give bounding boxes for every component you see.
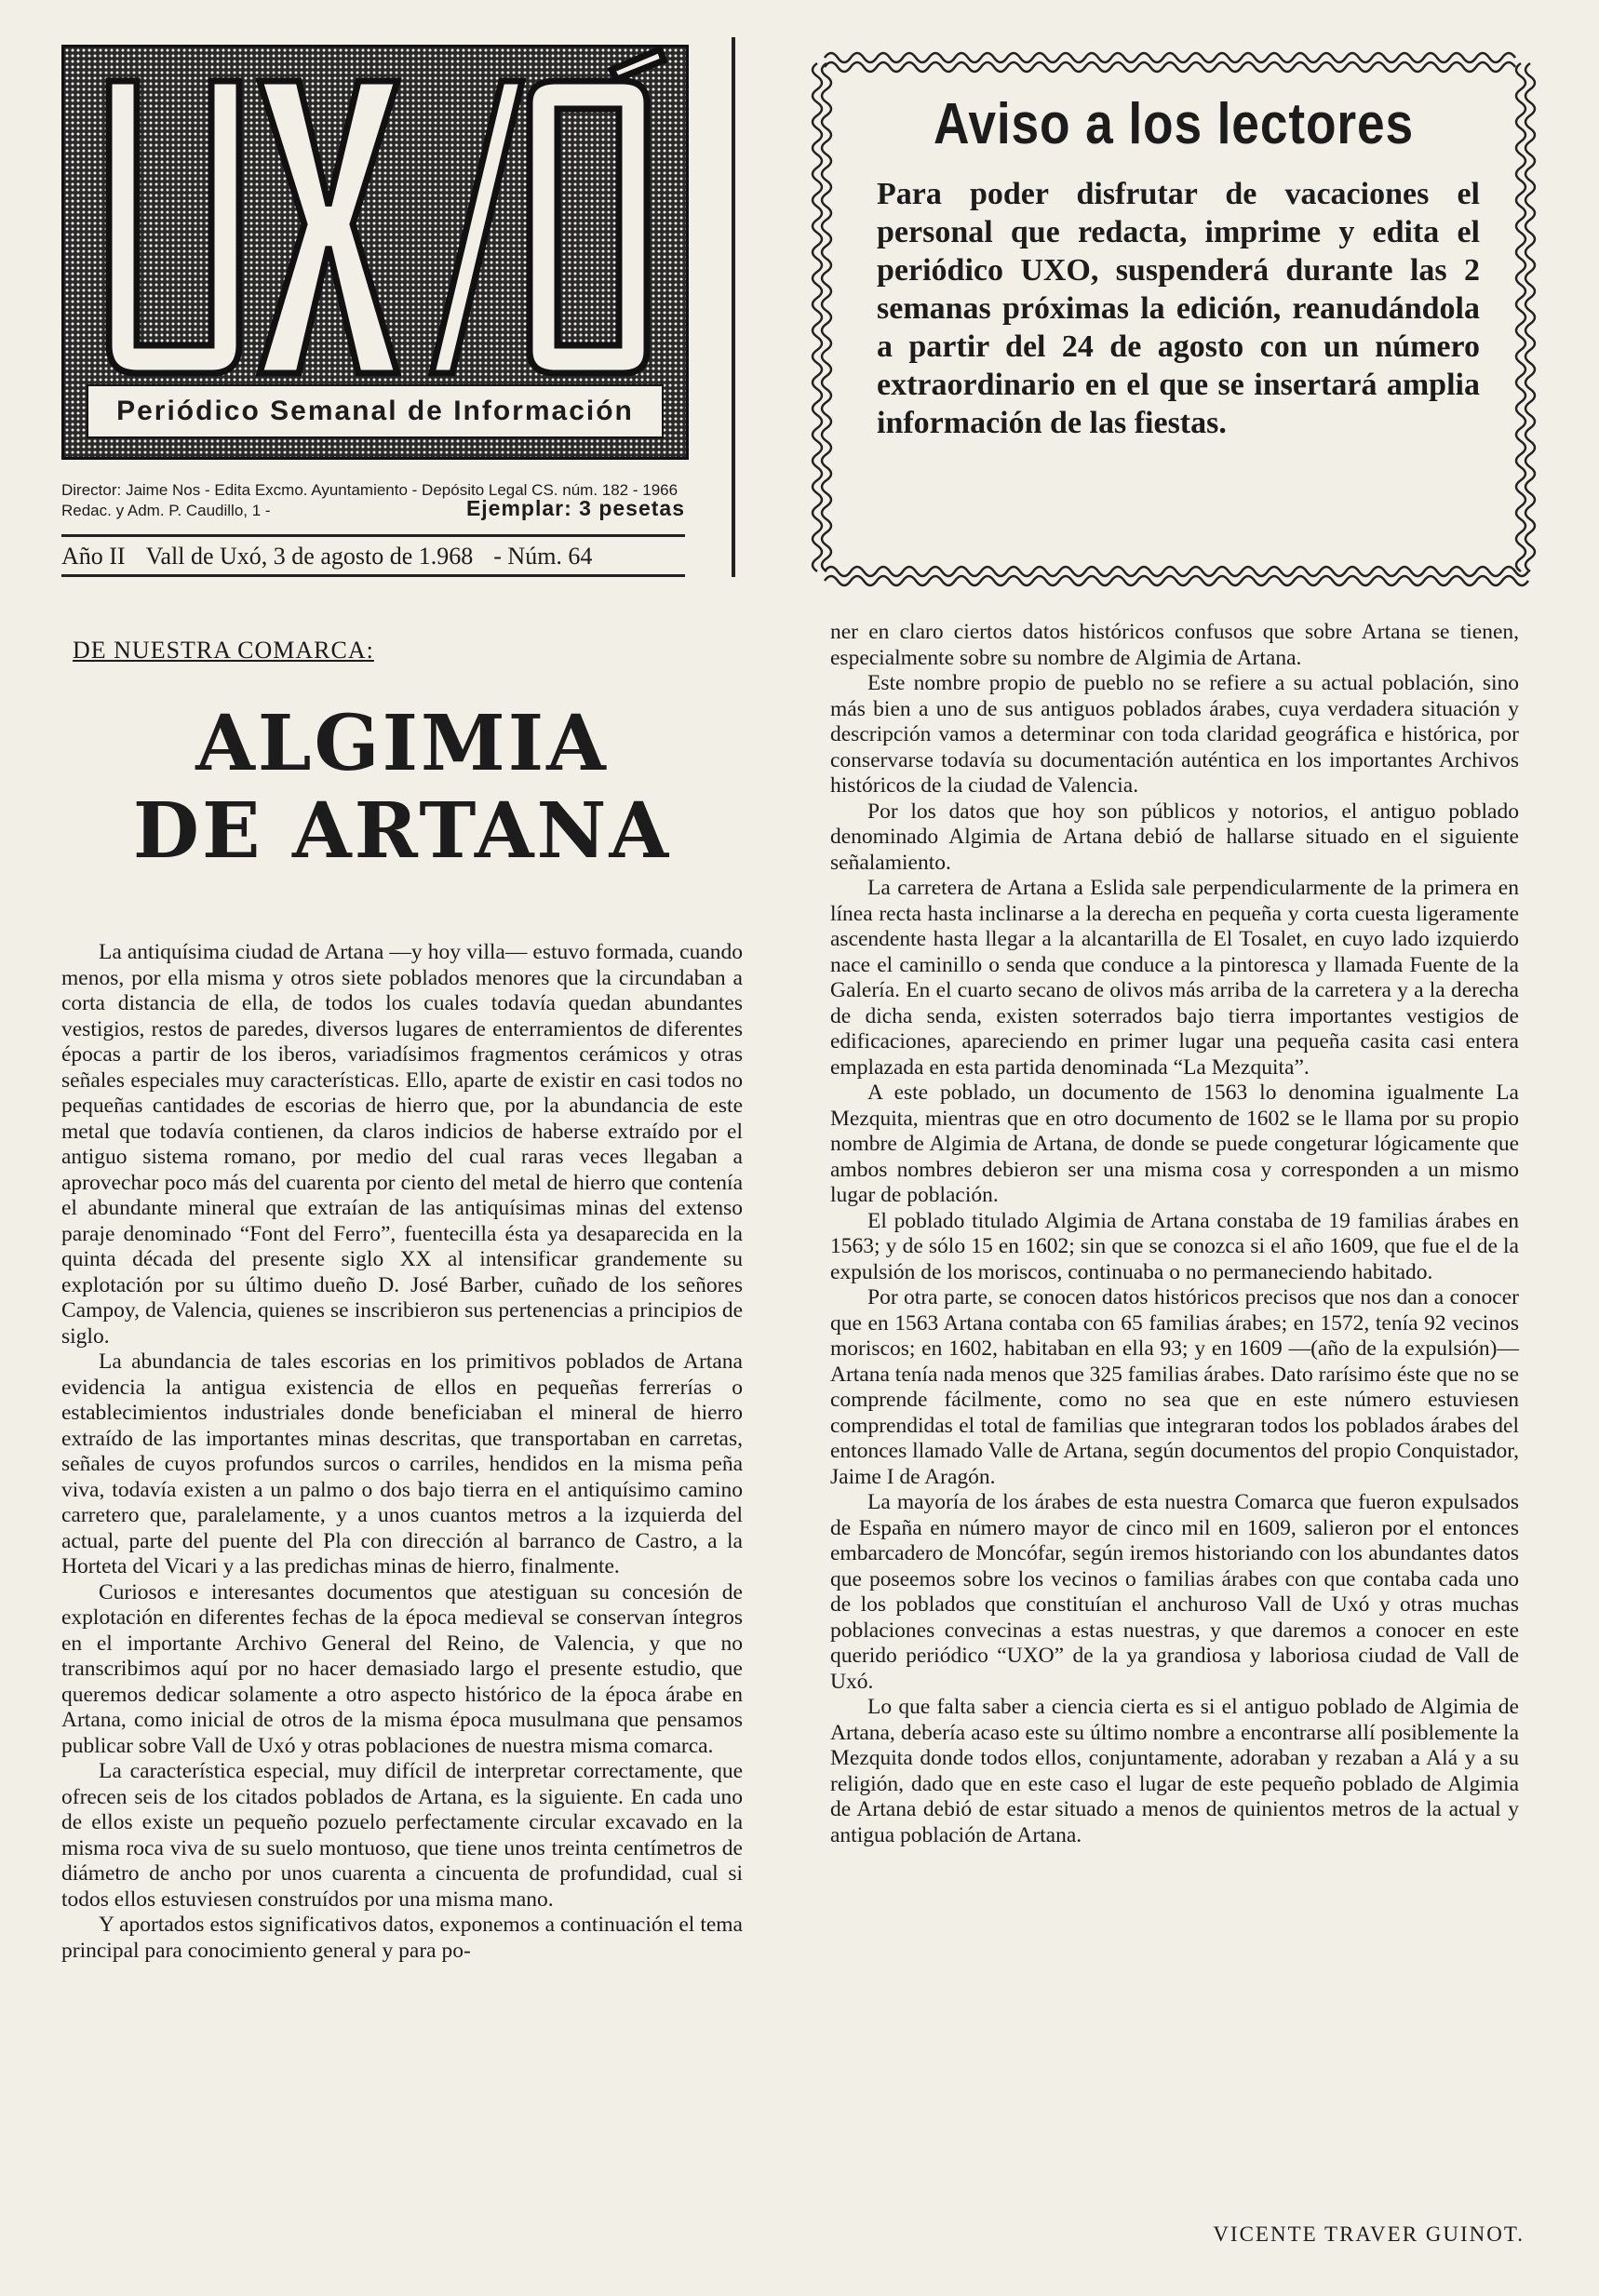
masthead-subtitle: Periódico Semanal de Información — [87, 384, 664, 438]
headline-line-1: ALGIMIA — [195, 699, 609, 788]
article-column-right — [830, 620, 1519, 1848]
issue-number: - Núm. 64 — [493, 543, 593, 570]
price-label: Ejemplar: 3 pesetas — [465, 496, 685, 520]
notice-box — [806, 45, 1541, 594]
issue-place-date: Vall de Uxó, 3 de agosto de 1.968 — [145, 543, 474, 570]
masthead-logo — [61, 45, 689, 460]
masthead — [61, 45, 685, 577]
credits-line: Director: Jaime Nos - Edita Excmo. Ayuntamiento - Depósito Legal CS. núm. 182 - 1966 — [61, 481, 679, 499]
paragraph: Por los datos que hoy son públicos y notorios, el antiguo poblado denominado Algimia de Artana debió de hallarse situado en el siguiente señalamiento. — [830, 799, 1519, 875]
paragraph: La mayoría de los árabes de esta nuestra Comarca que fueron expulsados de España en número mayor de cinco mil en 1609, salieron por el entonces embarcadero de Moncófar, según iremos historiando con los abundantes datos que poseemos sobre los vecinos o familias árabes con que contaba cada uno de los poblados que constituían el anchuroso Vall de Uxó y otras muchas poblaciones convecinas a estas nuestras, y que daremos a conocer en este querido periódico “UXO” de la ya grandiosa y laboriosa ciudad de Vall de Uxó. — [830, 1490, 1519, 1694]
issue-year: Año II — [61, 543, 126, 570]
paragraph: La característica especial, muy difícil de interpretar correctamente, que ofrecen seis de los citados poblados de Artana, es la siguiente. En cada uno de ellos existe un pequeño pozuelo perfectamente circular excavado en la misma roca viva de su suelo montuoso, que tiene unos treinta centímetros de diámetro de ancho por unos cuarenta a cincuenta de profundidad, cual si todos ellos estuviesen construídos por una misma mano. — [61, 1759, 743, 1912]
paragraph: La carretera de Artana a Eslida sale perpendicularmente de la primera en línea recta hasta inclinarse a la derecha en pequeña y corta cuesta ligeramente ascendente hasta llegar a la alcantarilla de El Tosalet, en cuyo lado izquierdo nace el caminillo o senda que conduce a la pintoresca y llamada Fuente de la Galería. En el cuarto secano de olivos más arriba de la carretera y a la derecha de dicha senda, existen soterrados bajo tierra importantes vestigios de edificaciones, apareciendo en primer lugar una pequeña casita casi entera emplazada en esta partida denominada “La Mezquita”. — [830, 876, 1519, 1080]
vertical-divider — [732, 37, 735, 577]
paragraph: Curiosos e interesantes documentos que atestiguan su concesión de explotación en diferentes fechas de la época medieval se conservan íntegros en el importante Archivo General del Reino, de Valencia, y que no transcribimos aquí por no hacer demasiado largo el presente estudio, que queremos dedicar solamente a otro aspecto histórico de la época árabe en Artana, como inicial de otros de la misma época musulmana que pensamos publicar sobre Vall de Uxó y otras poblaciones de nuestra misma comarca. — [61, 1579, 743, 1758]
section-label: DE NUESTRA COMARCA: — [73, 637, 374, 664]
headline-line-2: DE ARTANA — [132, 786, 672, 876]
masthead-credits — [61, 480, 685, 521]
paragraph: Y aportados estos significativos datos, exponemos a continuación el tema principal para conocimiento general y para po- — [61, 1913, 743, 1963]
credits-address: Redac. y Adm. P. Caudillo, 1 - — [61, 502, 271, 519]
paragraph: A este poblado, un documento de 1563 lo denomina igualmente La Mezquita, mientras que en otro documento de 1602 se le llama por su propio nombre de Algimia de Artana, de donde se puede congeturar lógicamente que ambos nombres debieron ser una misma cosa y corresponden a un mismo lugar de población. — [830, 1081, 1519, 1207]
notice-title: Aviso a los lectores — [933, 92, 1415, 156]
paragraph: La antiquísima ciudad de Artana —y hoy villa— estuvo formada, cuando menos, por ella misma y otros siete poblados menores que la circundaban a corta distancia de ella, de todos los cuales todavía quedan abundantes vestigios, restos de paredes, diversos lugares de enterramientos de diferentes épocas a partir de los iberos, variadísimos fragmentos cerámicos y otras señales especiales muy características. Ello, aparte de existir en casi todos no pequeñas cantidades de escorias de hierro que, por la abundancia de este metal que todavía contienen, da claros indicios de haberse extraído por el antiguo sistema romano, por medio del cual raras veces llegaban a aprovechar poco más del cuarenta por ciento del metal de hierro que contenía el abundante mineral que extraían de las antiquísimas minas del extenso paraje denominado “Font del Ferro”, fuentecilla ésta ya desaparecida en la quinta década del presente siglo XX al intensificar grandemente su explotación por su último dueño D. José Barber, cuñado de los señores Campoy, de Valencia, quienes se inscribieron sus pertenencias a principios de siglo. — [61, 940, 743, 1349]
paragraph: ner en claro ciertos datos históricos confusos que sobre Artana se tienen, especialmente sobre su nombre de Algimia de Artana. — [830, 620, 1519, 670]
article-column-left — [61, 940, 743, 1964]
paragraph: Lo que falta saber a ciencia cierta es si el antiguo poblado de Algimia de Artana, debería acaso este su último nombre a encontrarse allí posiblemente la Mezquita donde todos ellos, conjuntamente, adoraban y rezaban a Alá y a su religión, dado que en este caso el lugar de este pequeño poblado de Algimia de Artana debió de estar situado a menos de quinientos metros de la actual y antigua población de Artana. — [830, 1695, 1519, 1847]
paragraph: El poblado titulado Algimia de Artana constaba de 19 familias árabes en 1563; y de sólo 15 en 1602; sin que se conozca si el año 1609, que fue el de la expulsión de los moriscos, continuaba o no permaneciendo habitado. — [830, 1208, 1519, 1284]
credits-row — [61, 496, 685, 521]
notice-body: Para poder disfrutar de vacaciones el personal que redacta, imprime y edita el periódico UXO, suspenderá durante las 2 semanas próximas la edición, reanudándola a partir del 24 de agosto con un número extraordinario en el que se insertará amplia información de las fiestas. — [877, 177, 1480, 440]
article-byline: VICENTE TRAVER GUINOT. — [1213, 2222, 1525, 2246]
paragraph: Este nombre propio de pueblo no se refiere a su actual población, sino más bien a uno de sus antiguos poblados árabes, cuya verdadera situación y descripción vamos a determinar con toda claridad geográfica e histórica, por conservarse todavía su documentación auténtica en los importantes Archivos históricos de la ciudad de Valencia. — [830, 671, 1519, 798]
paragraph: Por otra parte, se conocen datos históricos precisos que nos dan a conocer que en 1563 Artana contaba con 65 familias árabes; en 1572, tenía 92 vecinos moriscos; en 1602, habitaban en ella 93; y en 1609 —(año de la expulsión)— Artana tenía nada menos que 325 familias árabes. Dato rarísimo éste que no se comprende fácilmente, como no sea que en este número estuviesen comprendidas el total de familias que integraran todos los poblados árabes del entonces llamado Valle de Artana, según documentos del propio Conquistador, Jaime I de Aragón. — [830, 1285, 1519, 1489]
article-headline — [61, 700, 743, 875]
issue-line — [61, 534, 685, 577]
paragraph: La abundancia de tales escorias en los primitivos poblados de Artana evidencia la antigua existencia de ellos en pequeñas ferrerías o establecimientos industriales donde beneficiaban el mineral de hierro extraído de las importantes minas descritas, que transportaban en carretas, señales de cuyos profundos surcos o carriles, hendidos en la misma peña viva, todavía existen a un palmo o dos bajo tierra en el antiquísimo camino carretero que, paralelamente, y a unos cuantos metros a la izquierda del actual, parte del puente del Pla con dirección al barranco de Castro, a la Horteta del Vicari y a las predichas minas de hierro, finalmente. — [61, 1349, 743, 1578]
